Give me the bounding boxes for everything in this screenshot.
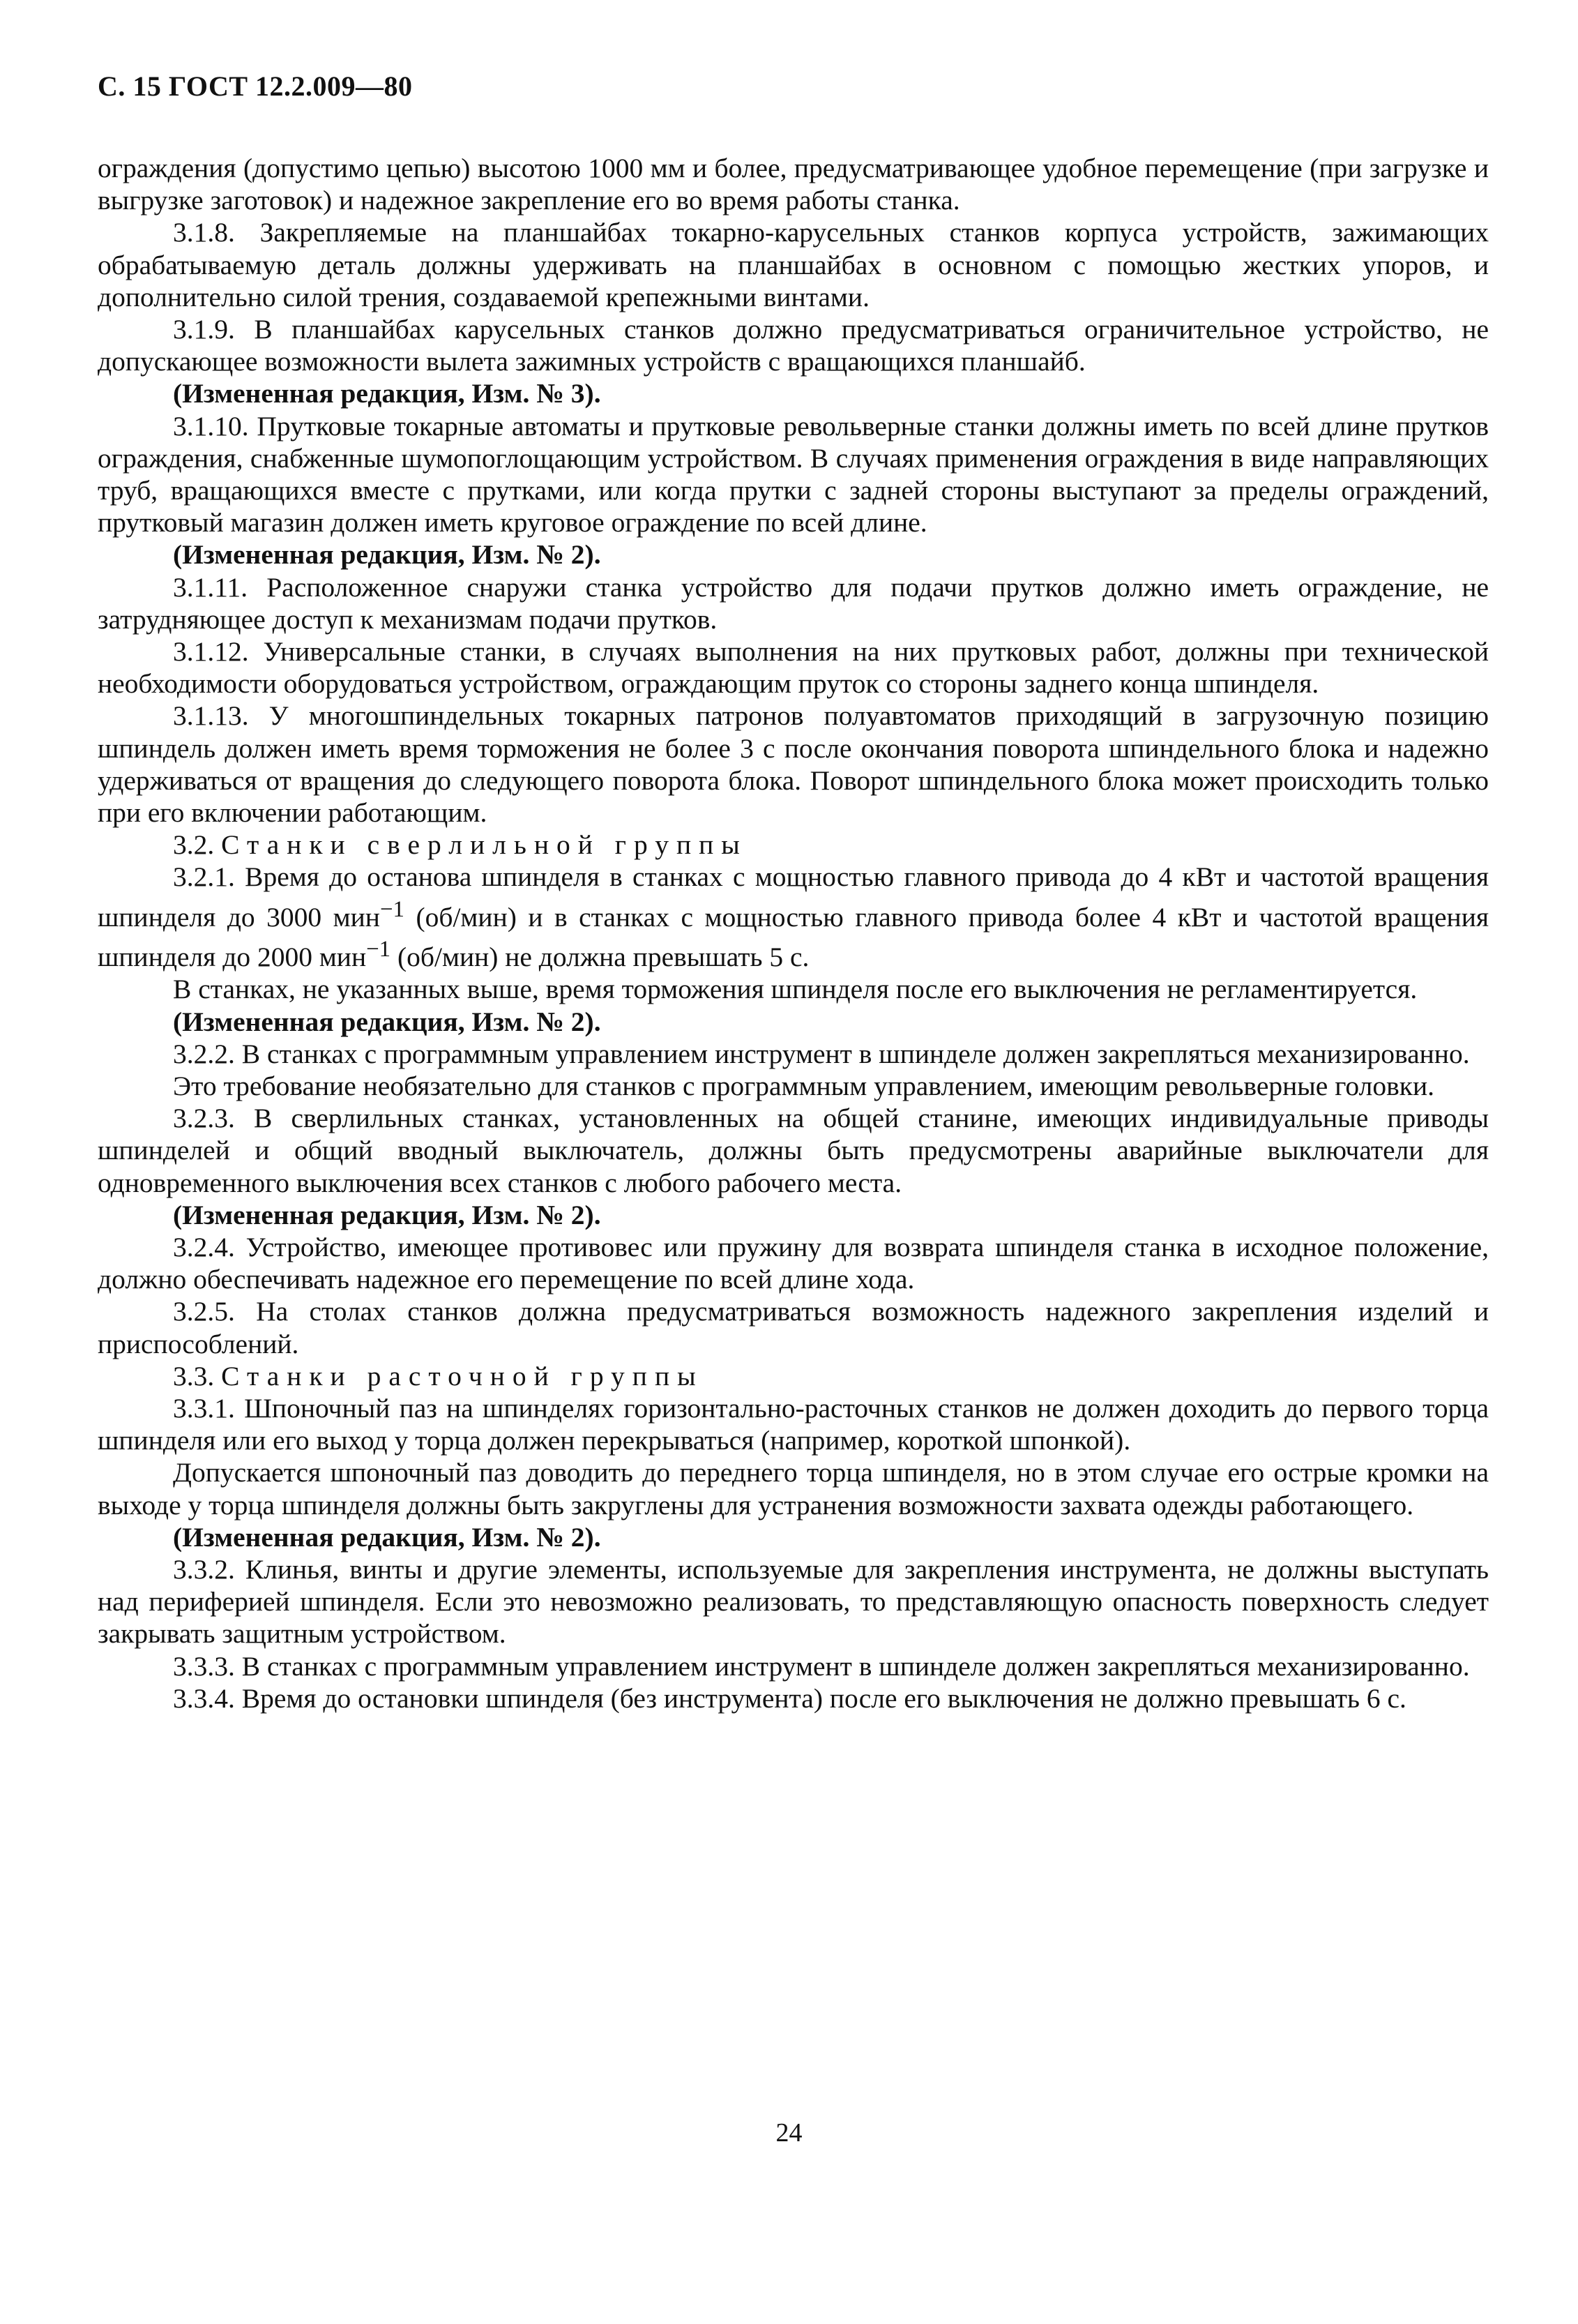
section-title: Станки сверлильной группы — [221, 829, 748, 861]
section-number: 3.2. — [173, 829, 215, 861]
paragraph-3-1-12: 3.1.12. Универсальные станки, в случаях выполнения на них прутковых работ, должны при технической необходимости оборудоваться устройством, ограждающим пруток со стороны заднего конца шпинделя. — [98, 636, 1489, 700]
paragraph-3-1-13: 3.1.13. У многошпиндельных токарных патронов полуавтоматов приходящий в загрузочную позицию шпиндель должен иметь время торможения не более 3 с после окончания поворота шпиндельного блока и надежно удерживаться от вращения до следующего поворота блока. Поворот шпиндельного блока может происходить только при его включении работающим. — [98, 700, 1489, 829]
paragraph-3-1-8: 3.1.8. Закрепляемые на планшайбах токарно-карусельных станков корпуса устройств, зажимающих обрабатываемую деталь должны удерживать на планшайбах в основном с помощью жестких упоров, и дополнительно силой трения, создаваемой крепежными винтами. — [98, 217, 1489, 312]
paragraph-3-3-4: 3.3.4. Время до остановки шпинделя (без инструмента) после его выключения не должно превышать 6 с. — [173, 1682, 1406, 1714]
amendment-note: (Измененная редакция, Изм. № 2). — [173, 1521, 601, 1553]
paragraph-3-1-9: 3.1.9. В планшайбах карусельных станков должно предусматриваться ограничительное устройство, не допускающее возможности вылета зажимных устройств с вращающихся планшайб. — [98, 314, 1489, 377]
paragraph-3-3-1-extra: Допускается шпоночный паз доводить до переднего торца шпинделя, но в этом случае его острые кромки на выходе у торца шпинделя должны быть закруглены для устранения возможности захвата одежды работающего. — [98, 1457, 1489, 1521]
document-body — [98, 152, 1489, 1714]
amendment-note: (Измененная редакция, Изм. № 2). — [173, 539, 601, 571]
paragraph-3-2-1-extra: В станках, не указанных выше, время торможения шпинделя после его выключения не регламентируется. — [173, 974, 1418, 1005]
amendment-note: (Измененная редакция, Изм. № 2). — [173, 1199, 601, 1230]
paragraph-3-2-5: 3.2.5. На столах станков должна предусматриваться возможность надежного закрепления изделий и приспособлений. — [98, 1296, 1489, 1359]
paragraph-3-3-2: 3.3.2. Клинья, винты и другие элементы, используемые для закрепления инструмента, не должны выступать над периферией шпинделя. Если это невозможно реализовать, то представляющую опасность поверхность следует закрывать защитным устройством. — [98, 1554, 1489, 1650]
paragraph-3-2-2: 3.2.2. В станках с программным управлением инструмент в шпинделе должен закрепляться механизированно. — [173, 1038, 1470, 1069]
paragraph-3-2-1-part-b: (об/мин) и в станках с мощностью главного привода более 4 кВт и частотой вращения шпинделя до 2000 мин — [98, 901, 1489, 973]
section-number: 3.3. — [173, 1360, 215, 1391]
section-title: Станки расточной группы — [221, 1360, 704, 1391]
amendment-note: (Измененная редакция, Изм. № 3). — [173, 378, 601, 409]
paragraph-3-2-1 — [98, 861, 1489, 973]
page-header: С. 15 ГОСТ 12.2.009—80 — [98, 70, 413, 102]
paragraph-3-2-4: 3.2.4. Устройство, имеющее противовес или пружину для возврата шпинделя станка в исходное положение, должно обеспечивать надежное его перемещение по всей длине хода. — [98, 1232, 1489, 1295]
paragraph-3-2-1-part-a: 3.2.1. Время до останова шпинделя в станках с мощностью главного привода до 4 кВт и частотой вращения шпинделя до 3000 мин — [98, 861, 1489, 933]
paragraph-3-1-10: 3.1.10. Прутковые токарные автоматы и прутковые револьверные станки должны иметь по всей длине прутков ограждения, снабженные шумопоглощающим устройством. В случаях применения ограждения в виде направляющих труб, вращающихся вместе с прутками, или когда прутки с задней стороны выступают за пределы ограждений, прутковый магазин должен иметь круговое ограждение по всей длине. — [98, 410, 1489, 538]
superscript-exponent: −1 — [379, 896, 404, 922]
superscript-exponent: −1 — [366, 937, 391, 963]
paragraph-3-2-3: 3.2.3. В сверлильных станках, установленных на общей станине, имеющих индивидуальные приводы шпинделей и общий вводный выключатель, должны быть предусмотрены аварийные выключатели для одновременного выключения всех станков с любого рабочего места. — [98, 1103, 1489, 1198]
amendment-note: (Измененная редакция, Изм. № 2). — [173, 1006, 601, 1037]
paragraph-intro: ограждения (допустимо цепью) высотою 1000 мм и более, предусматривающее удобное перемещение (при загрузке и выгрузке заготовок) и надежное закрепление его во время работы станка. — [98, 153, 1489, 216]
paragraph-3-3-1: 3.3.1. Шпоночный паз на шпинделях горизонтально-расточных станков не должен доходить до первого торца шпинделя или его выход у торца должен перекрываться (например, короткой шпонкой). — [98, 1393, 1489, 1456]
section-heading-3-2 — [98, 829, 1489, 861]
paragraph-3-3-3: 3.3.3. В станках с программным управлением инструмент в шпинделе должен закрепляться механизированно. — [173, 1650, 1470, 1682]
paragraph-3-2-2-extra: Это требование необязательно для станков с программным управлением, имеющим револьверные головки. — [173, 1071, 1434, 1101]
page-number: 24 — [775, 2118, 803, 2148]
section-heading-3-3 — [98, 1360, 1489, 1392]
paragraph-3-2-1-part-c: (об/мин) не должна превышать 5 с. — [390, 942, 810, 973]
paragraph-3-1-11: 3.1.11. Расположенное снаружи станка устройство для подачи прутков должно иметь ограждение, не затрудняющее доступ к механизмам подачи прутков. — [98, 571, 1489, 635]
